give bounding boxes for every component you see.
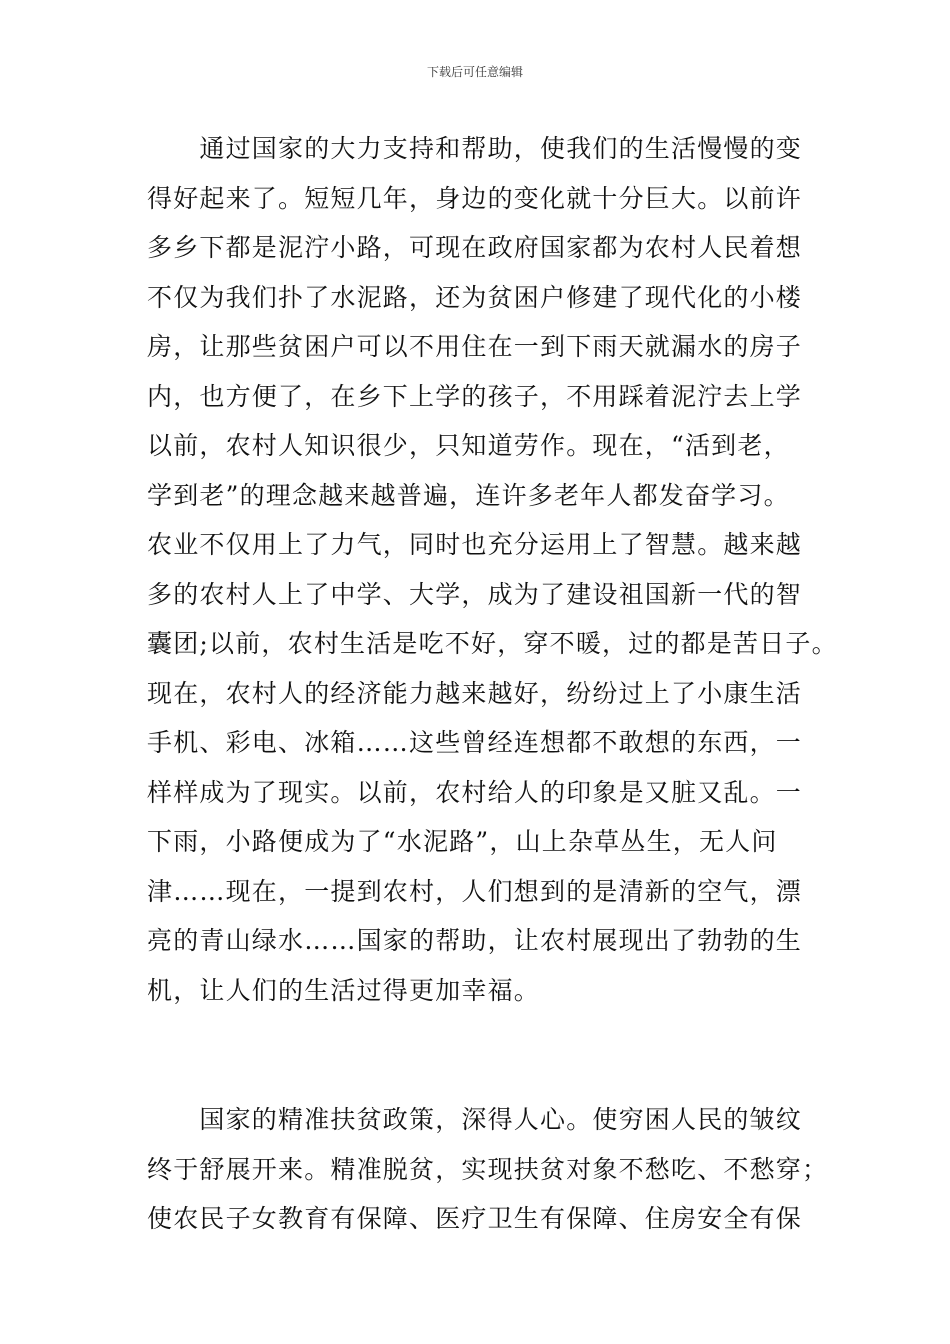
text-line: 使农民子女教育有保障、医疗卫生有保障、住房安全有保 [147,1204,803,1233]
text-line: 通过国家的大力支持和帮助，使我们的生活慢慢的变 [147,134,803,163]
paragraph-spacer [147,1015,827,1095]
text-line: 现在，农村人的经济能力越来越好，纷纷过上了小康生活 [147,678,803,708]
text-line: 囊团;以前，农村生活是吃不好，穿不暖，过的都是苦日子。 [147,629,838,658]
text-line: 多的农村人上了中学、大学，成为了建设祖国新一代的智 [147,579,803,609]
text-line: 不仅为我们扑了水泥路，还为贫困户修建了现代化的小楼 [147,282,803,312]
paragraph-1 [147,124,838,1015]
text-line: 房，让那些贫困户可以不用住在一到下雨天就漏水的房子 [147,332,803,361]
document-body [147,124,838,1244]
page-header: 下载后可任意编辑 [426,65,523,79]
text-line: 多乡下都是泥泞小路，可现在政府国家都为农村人民着想 [147,233,803,262]
text-line: 以前，农村人知识很少，只知道劳作。现在，“活到老， [147,431,790,460]
text-line: 津……现在，一提到农村，人们想到的是清新的空气，漂 [147,876,803,906]
text-line: 内，也方便了，在乡下上学的孩子，不用踩着泥泞去上学 [147,381,803,411]
text-line: 亮的青山绿水……国家的帮助，让农村展现出了勃勃的生 [147,926,803,955]
text-line: 得好起来了。短短几年，身边的变化就十分巨大。以前许 [147,183,803,213]
text-line: 国家的精准扶贫政策，深得人心。使穷困人民的皱纹 [147,1105,803,1134]
paragraph-2 [147,1095,827,1244]
text-line: 终于舒展开来。精准脱贫，实现扶贫对象不愁吃、不愁穿； [147,1154,829,1184]
text-line: 农业不仅用上了力气，同时也充分运用上了智慧。越来越 [147,530,803,559]
text-line: 学到老”的理念越来越普遍，连许多老年人都发奋学习。 [147,480,790,510]
text-line: 样样成为了现实。以前，农村给人的印象是又脏又乱。一 [147,777,803,807]
text-line: 下雨，小路便成为了“水泥路”，山上杂草丛生，无人问 [147,827,778,856]
text-line: 手机、彩电、冰箱……这些曾经连想都不敢想的东西，一 [147,728,803,757]
text-line: 机，让人们的生活过得更加幸福。 [147,975,541,1005]
